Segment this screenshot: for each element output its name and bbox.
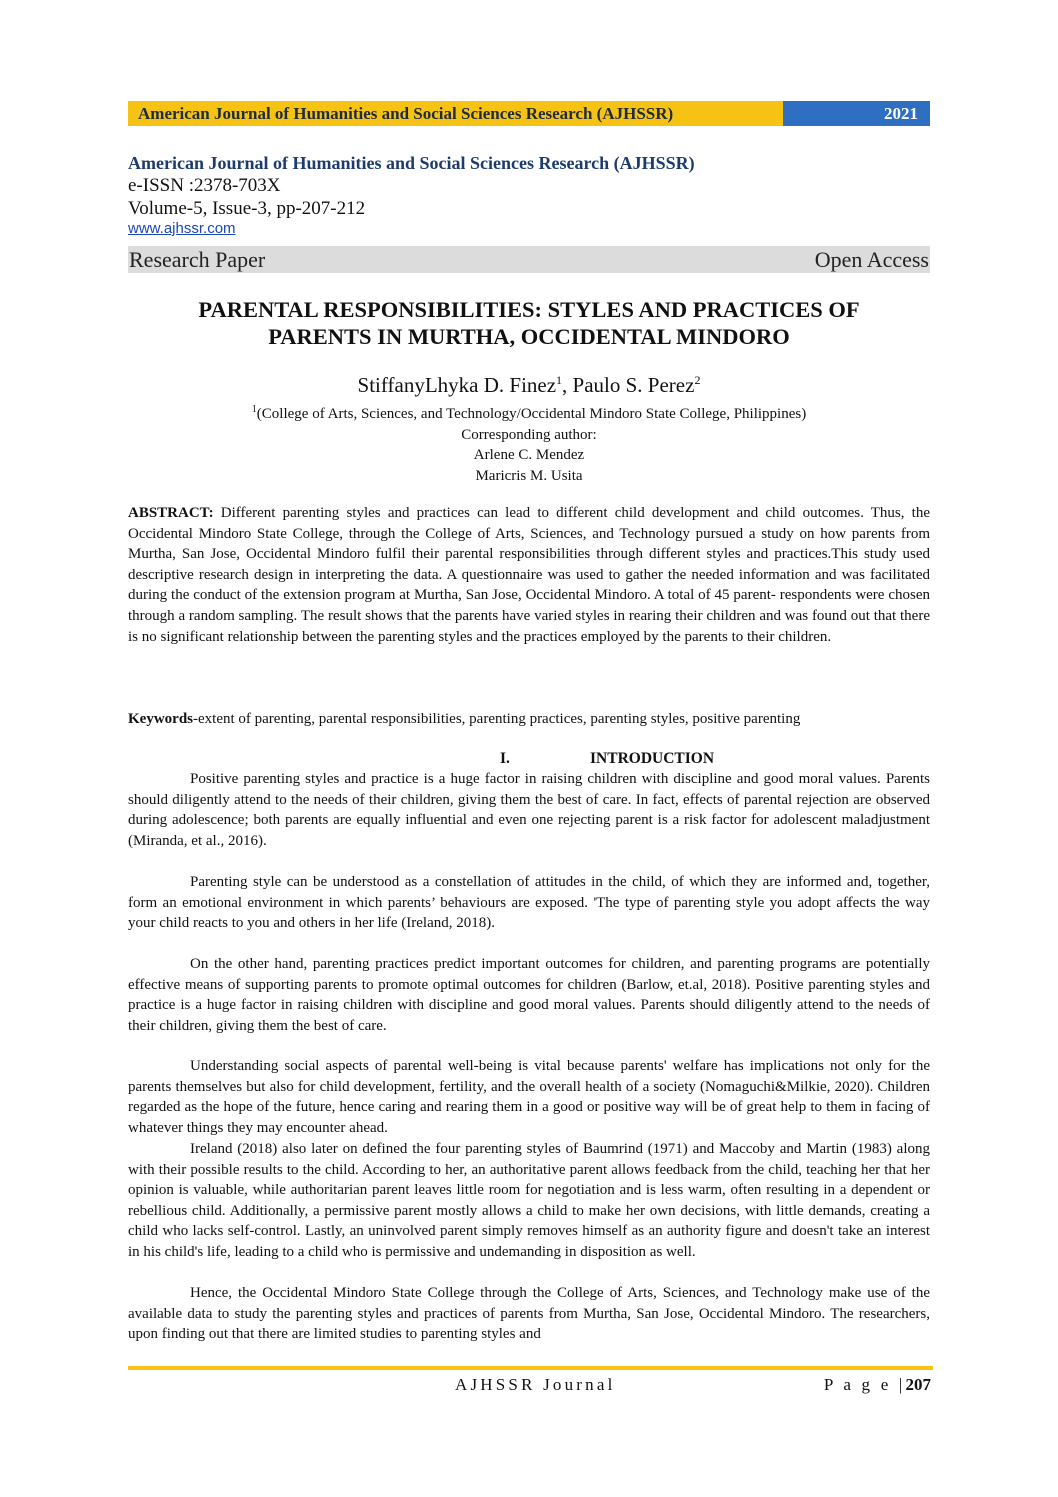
affiliation-marker: 1 bbox=[251, 404, 257, 415]
footer-rule bbox=[128, 1366, 933, 1370]
running-header-year: 2021 bbox=[783, 101, 930, 126]
corresponding-author: Maricris M. Usita bbox=[475, 467, 583, 484]
paper-type-label: Research Paper bbox=[129, 246, 266, 272]
footer-journal: AJHSSR Journal bbox=[455, 1375, 616, 1394]
affiliation-line bbox=[128, 400, 930, 425]
author-affiliation-marker: 2 bbox=[694, 373, 701, 387]
author-affiliation-marker: 1 bbox=[556, 373, 563, 387]
body-paragraph: Ireland (2018) also later on defined the four parenting styles of Baumrind (1971) and Maccoby and Martin (1983) along with their possible results to the child. According to her, an authoritative parent allows feedback from the child, teaching her that her opinion is valuable, while authoritarian parent leaves little room for negotiation and is less warm, often resulting in a dependent or rebellious child. Additionally, a permissive parent mostly allows a child to make her own decisions, with little demands, creating a child who lacks self-control. Lastly, an uninvolved parent simply removes himself as an authority figure and doesn't take an interest in his child's life, leading to a child who is permissive and undemanding in disposition as well. bbox=[128, 1141, 930, 1260]
body-paragraph: On the other hand, parenting practices predict important outcomes for children, and parenting programs are potentially effective means of supporting parents to promote optimal outcomes for children (Barlow, et.al, 2018). Positive parenting styles and practice is a huge factor in raising children with discipline and good moral values. Parents should diligently attend to the needs of their children, giving them the best of care. bbox=[128, 956, 930, 1034]
corresponding-label: Corresponding author: bbox=[461, 426, 597, 443]
journal-issn: e-ISSN :2378-703X bbox=[128, 175, 281, 196]
corresponding-author: Arlene C. Mendez bbox=[473, 447, 585, 463]
body-paragraph: Parenting style can be understood as a constellation of attitudes in the child, of which they are informed and, together, form an emotional environment in which parents’ behaviours are exposed. 'The type of parenting style you adopt affects the way your child reacts to you and others in her life (Ireland, 2018). bbox=[128, 874, 930, 932]
body-paragraph: Positive parenting styles and practice is a huge factor in raising children with discipline and good moral values. Parents should diligently attend to the needs of their children, giving them the best of care. In fact, effects of parental rejection are observed during adolescence; both parents are equally influential and even one rejecting parent is a risk factor for adolescent maladjustment (Miranda, et al., 2016). bbox=[128, 771, 930, 849]
abstract-text: Different parenting styles and practices can lead to different child development and child outcomes. Thus, the Occidental Mindoro State College, through the College of Arts, Sciences, and Technology pursued a study on how parents from Murtha, San Jose, Occidental Mindoro fulfil their parental responsibilities through different styles and practices.This study used descriptive research design in interpreting the data. A questionnaire was used to gather the needed information and was facilitated during the conduct of the extension program at Murtha, San Jose, Occidental Mindoro. A total of 45 parent- respondents were chosen through a random sampling. The result shows that the parents have varied styles in rearing their children and was found out that there is no significant relationship between the parenting styles and the practices employed by the parents to their children. bbox=[128, 505, 930, 645]
paper-type-bar bbox=[128, 246, 930, 273]
paper-title-line: PARENTAL RESPONSIBILITIES: STYLES AND PRACTICES OF bbox=[198, 297, 860, 322]
affiliation-text: (College of Arts, Sciences, and Technology/Occidental Mindoro State College, Philippines) bbox=[256, 406, 807, 422]
footer-page-number: 207 bbox=[905, 1375, 931, 1394]
journal-volume: Volume-5, Issue-3, pp-207-212 bbox=[128, 198, 366, 219]
keywords-label: Keywords bbox=[128, 711, 193, 727]
paper-title bbox=[128, 296, 930, 350]
author-list bbox=[128, 367, 930, 398]
abstract-label: ABSTRACT: bbox=[128, 505, 214, 521]
journal-url-link[interactable]: www.ajhssr.com bbox=[128, 220, 236, 237]
footer-page-label: P a g e | bbox=[823, 1375, 906, 1394]
author-name: Paulo S. Perez bbox=[572, 373, 695, 397]
journal-info bbox=[128, 152, 930, 238]
abstract bbox=[128, 503, 930, 647]
section-number: I. bbox=[500, 750, 510, 767]
author-name: StiffanyLhyka D. Finez bbox=[357, 373, 557, 397]
body-paragraph: Understanding social aspects of parental well-being is vital because parents' welfare has implications not only for the parents themselves but also for child development, fertility, and the overall health of a society (Nomaguchi&Milkie, 2020). Children regarded as the hope of the future, hence caring and rearing them in a good or positive way will be of great help to them in facing of whatever things they may encounter ahead. bbox=[128, 1058, 930, 1136]
paper-title-line: PARENTS IN MURTHA, OCCIDENTAL MINDORO bbox=[268, 324, 790, 349]
author-separator: , bbox=[562, 373, 573, 397]
affiliation-block bbox=[128, 400, 930, 486]
keywords-text: -extent of parenting, parental responsibilities, parenting practices, parenting styles, positive parenting bbox=[193, 711, 801, 727]
section-title: INTRODUCTION bbox=[590, 750, 715, 767]
body-paragraph: Hence, the Occidental Mindoro State College through the College of Arts, Sciences, and Technology make use of the available data to study the parenting styles and practices of parents from Murtha, San Jose, Occidental Mindoro. The researchers, upon finding out that there are limited studies to parenting styles and bbox=[128, 1285, 930, 1343]
running-header-journal: American Journal of Humanities and Social Sciences Research (AJHSSR) bbox=[128, 101, 783, 126]
open-access-label: Open Access bbox=[814, 246, 929, 272]
journal-name: American Journal of Humanities and Social Sciences Research (AJHSSR) bbox=[128, 153, 695, 173]
running-header bbox=[128, 101, 930, 126]
footer-page bbox=[800, 1375, 931, 1395]
keywords bbox=[128, 709, 930, 729]
